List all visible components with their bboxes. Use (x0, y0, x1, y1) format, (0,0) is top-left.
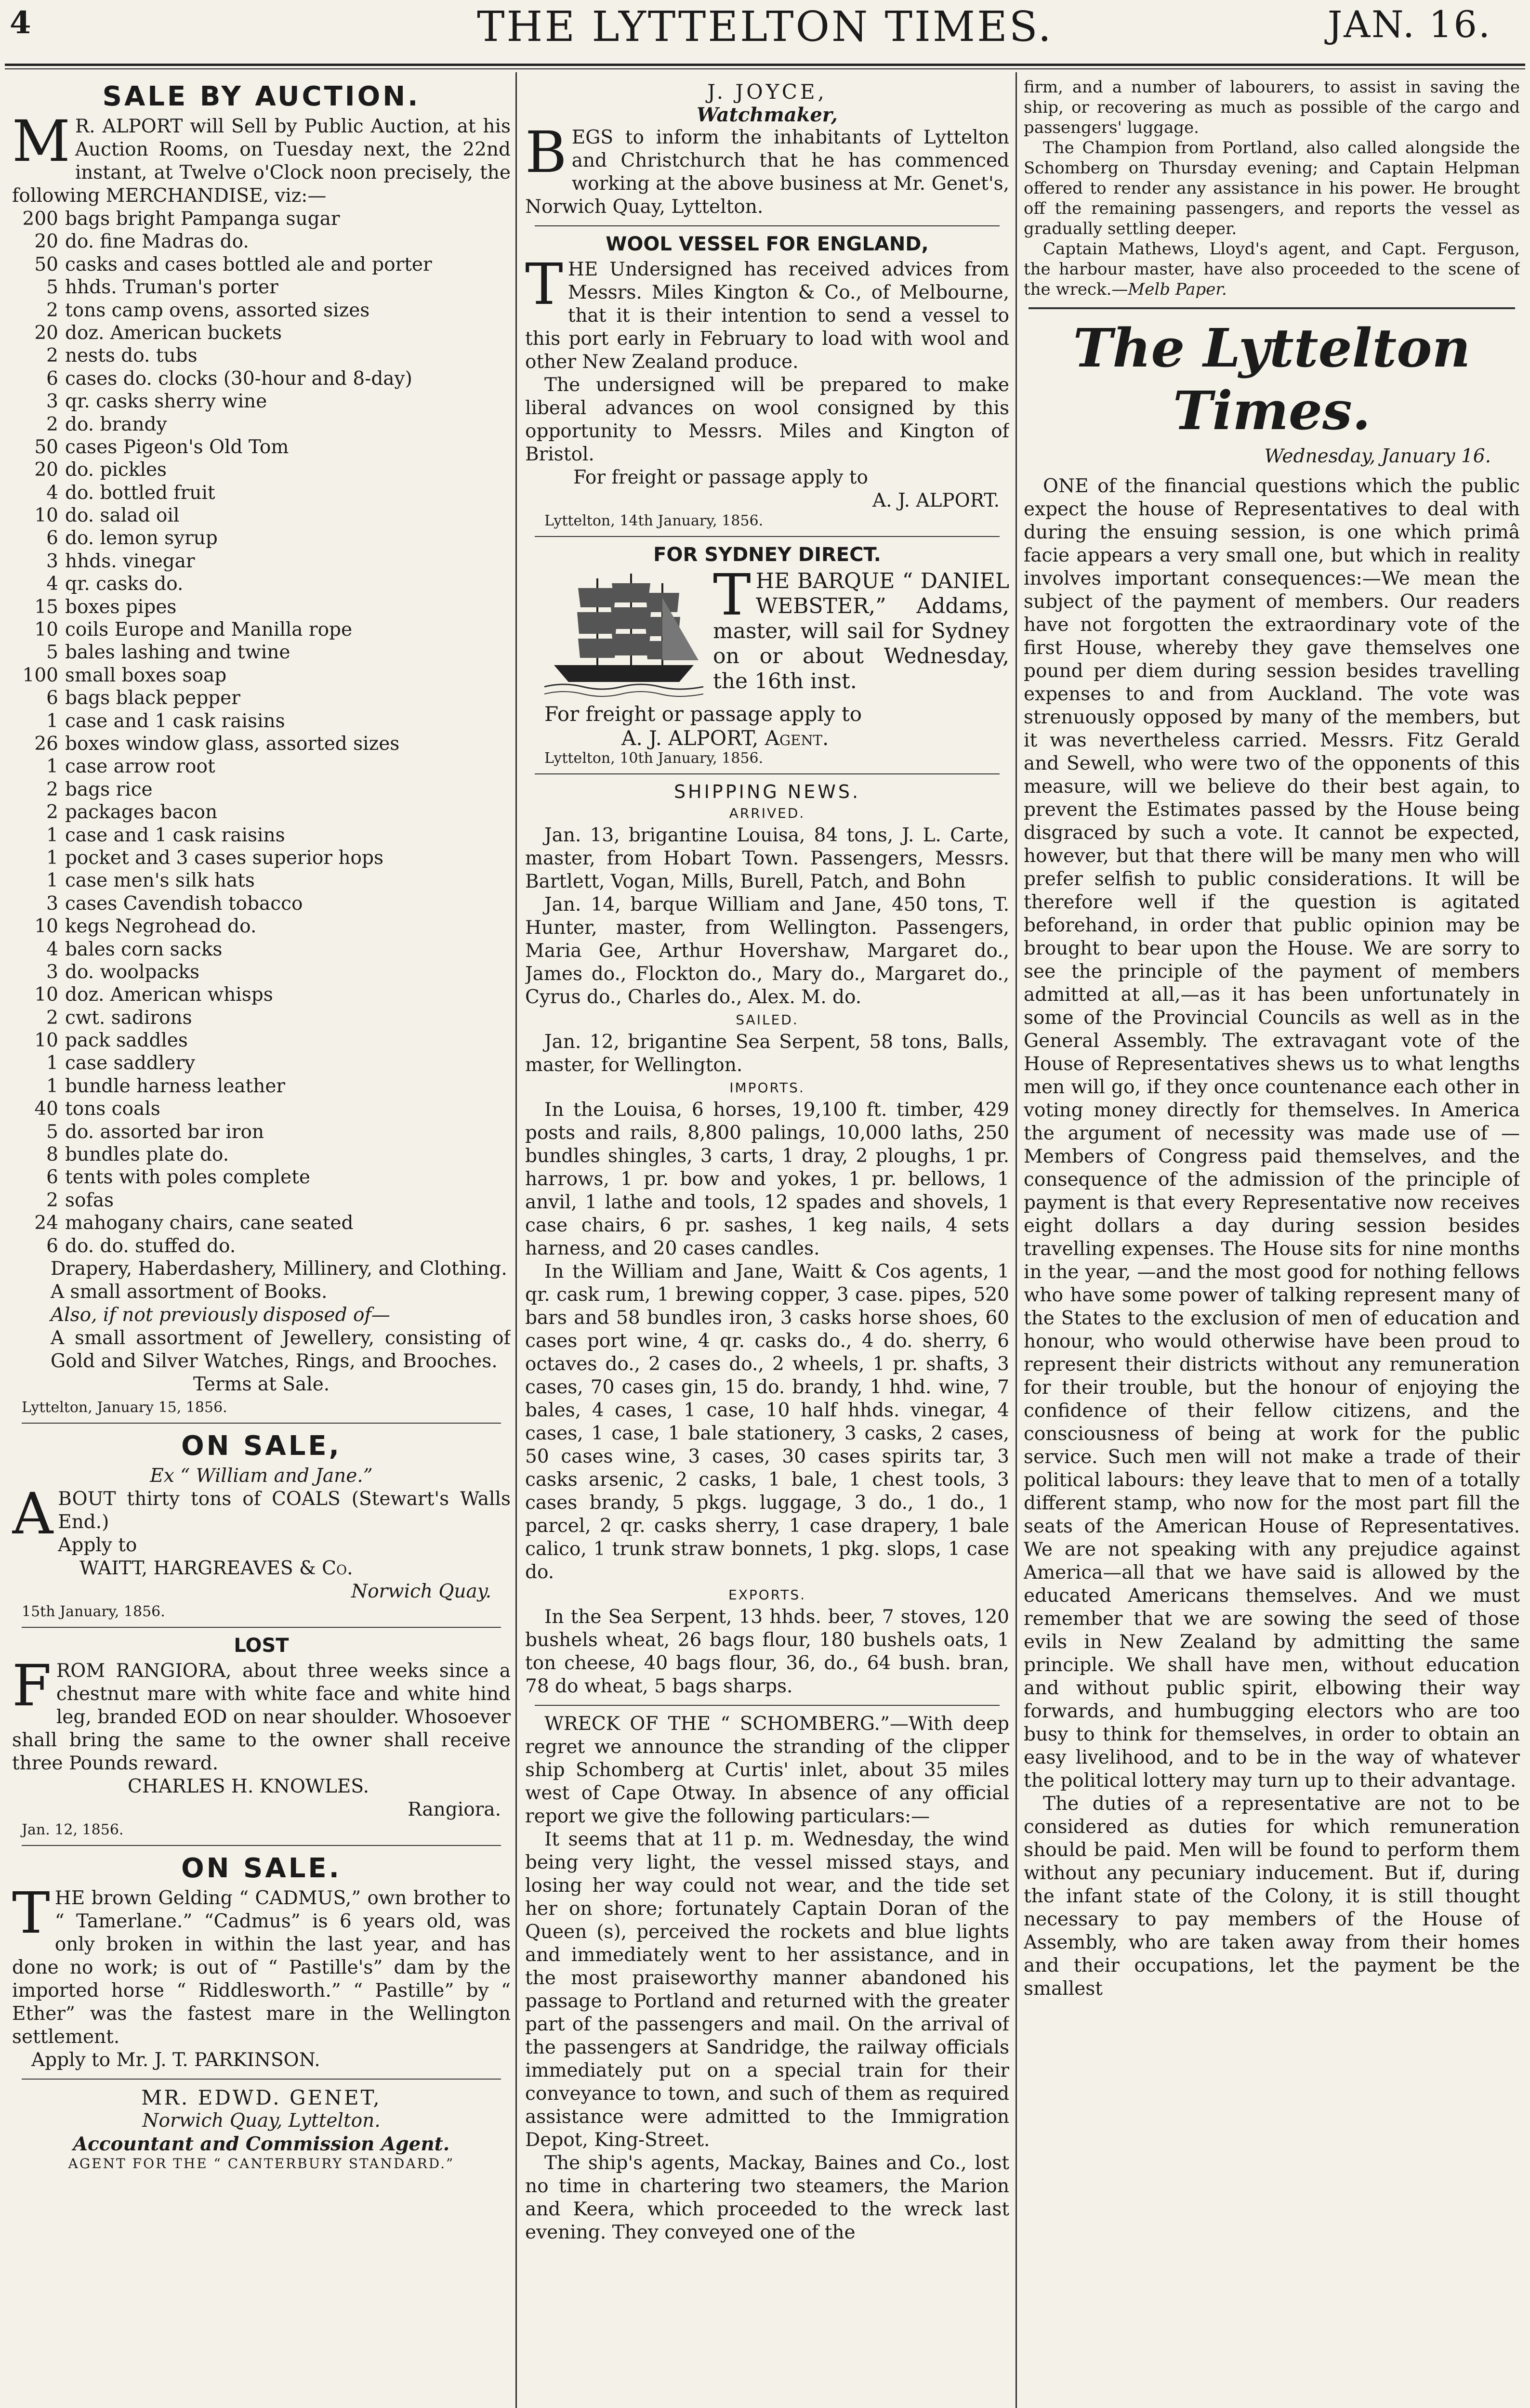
goods-qty: 40 (34, 1098, 58, 1120)
wool-advert (525, 233, 1009, 529)
goods-qty: 100 (22, 664, 58, 686)
sailed-entry: Jan. 12, brigantine Sea Serpent, 58 tons, Balls, master, for Wellington. (525, 1031, 1009, 1076)
auction-goods-list (12, 208, 511, 1257)
goods-item (12, 1007, 511, 1029)
goods-desc: case and 1 cask raisins (65, 710, 285, 732)
goods-desc: case men's silk hats (65, 870, 255, 892)
goods-qty: 1 (46, 870, 58, 892)
goods-desc: small boxes soap (65, 664, 227, 686)
goods-qty: 200 (22, 208, 58, 230)
goods-qty: 5 (46, 641, 58, 664)
goods-item (12, 367, 511, 390)
shipping-heading: SHIPPING NEWS. (673, 781, 861, 802)
goods-qty: 1 (46, 710, 58, 732)
sailed-subheading: SAILED. (736, 1012, 799, 1028)
goods-desc: do. lemon syrup (65, 527, 218, 550)
goods-item (12, 344, 511, 367)
coals-apply: Apply to (58, 1534, 137, 1556)
goods-item (12, 1029, 511, 1052)
goods-desc: do. brandy (65, 413, 167, 435)
divider (1029, 307, 1515, 309)
goods-qty: 20 (34, 322, 58, 344)
divider (22, 2079, 501, 2080)
goods-desc: bags black pepper (65, 687, 240, 709)
goods-qty: 3 (46, 550, 58, 572)
divider (22, 1845, 501, 1846)
genet-agent: AGENT FOR THE “ CANTERBURY STANDARD.” (68, 2155, 455, 2172)
joyce-trade: Watchmaker, (697, 104, 838, 126)
goods-qty: 10 (34, 1030, 58, 1052)
arrived-entry: Jan. 14, barque William and Jane, 450 tons, T. Hunter, master, from Wellington. Passengers, Maria Gee, Arthur Hovershaw, Margaret do., James do., Flockton do., Mary do., Margaret do., Cyrus do., Charles do., Alex. M. do. (525, 894, 1009, 1008)
goods-item (12, 778, 511, 801)
goods-item (12, 664, 511, 687)
goods-desc: do. woolpacks (65, 961, 200, 983)
goods-desc: hhds. Truman's porter (65, 276, 278, 299)
goods-item (12, 641, 511, 664)
auction-advert (12, 81, 511, 1416)
goods-qty: 8 (46, 1144, 58, 1166)
goods-qty: 1 (46, 847, 58, 869)
cadmus-advert (12, 1853, 511, 2072)
goods-desc: bundle harness leather (65, 1075, 286, 1097)
goods-item (12, 208, 511, 230)
goods-item (12, 253, 511, 276)
goods-item (12, 230, 511, 253)
exports-entry: In the Sea Serpent, 13 hhds. beer, 7 stoves, 120 bushels wheat, 26 bags flour, 180 bushels oats, 1 ton cheese, 40 bags flour, 36, do., 64 bush. bran, 78 do wheat, 5 bags sharps. (525, 1606, 1009, 1697)
goods-qty: 20 (34, 231, 58, 253)
cadmus-apply: Apply to Mr. J. T. PARKINSON. (31, 2049, 320, 2071)
goods-qty: 4 (46, 482, 58, 504)
goods-item (12, 322, 511, 344)
goods-qty: 26 (34, 733, 58, 755)
goods-qty: 15 (34, 596, 58, 618)
goods-desc: hhds. vinegar (65, 550, 195, 572)
newspaper-title: THE LYTTELTON TIMES. (477, 3, 1053, 51)
goods-desc: case and 1 cask raisins (65, 824, 285, 846)
goods-qty: 10 (34, 505, 58, 527)
masthead-rule-thin (5, 68, 1525, 69)
goods-qty: 6 (46, 367, 58, 390)
wreck-cont-paragraph: firm, and a number of labourers, to assist in saving the ship, or recovering as much as possible of the cargo and passengers' luggage. (1024, 78, 1520, 137)
goods-desc: qr. casks sherry wine (65, 391, 267, 413)
goods-qty: 6 (46, 1235, 58, 1257)
wreck-cont-paragraph: Captain Mathews, Lloyd's agent, and Capt. Ferguson, the harbour master, have also proceeded to the scene of the wreck.—Melb Paper. (1024, 239, 1520, 299)
goods-item (12, 1189, 511, 1212)
goods-desc: kegs Negrohead do. (65, 916, 257, 938)
goods-desc: cases Cavendish tobacco (65, 892, 303, 915)
coals-place: Norwich Quay. (351, 1580, 491, 1602)
goods-desc: pocket and 3 cases superior hops (65, 847, 384, 869)
column-1 (12, 77, 511, 2408)
auction-intro: M R. ALPORT will Sell by Public Auction, at his Auction Rooms, on Tuesday next, the 22nd instant, at Twelve o'Clock noon precisely, the following MERCHANDISE, viz:— (12, 108, 511, 207)
wool-signature: A. J. ALPORT. (872, 490, 1000, 511)
sydney-freight: For freight or passage apply to (544, 702, 862, 726)
goods-desc: do. fine Madras do. (65, 231, 249, 253)
goods-item (12, 983, 511, 1006)
goods-desc: bundles plate do. (65, 1144, 229, 1166)
imports-entry: In the William and Jane, Waitt & Cos agents, 1 qr. cask rum, 1 brewing copper, 3 case. pipes, 520 bars and 58 bundles iron, 3 casks horse shoes, 60 cases port wine, 4 qr. casks do., 4 do. sherry, 6 octaves do., 2 cases do., 2 wheels, 1 pr. shafts, 3 cases, 70 cases gin, 15 do. brandy, 1 hhd. wine, 7 bales, 4 cases, 1 case, 10 half hhds. vinegar, 4 cases, 1 case, 1 bale stationery, 3 casks, 2 cases, 50 cases wine, 3 cases, 30 cases spirits tar, 3 casks arsenic, 2 casks, 1 bale, 1 chest tools, 3 cases brandy, 5 pkgs. luggage, 3 do., 1 do., 1 parcel, 2 qr. casks sherry, 1 case drapery, 1 bale calico, 1 trunk straw bonnets, 1 pkg. slops, 1 case do. (525, 1261, 1009, 1583)
goods-item (12, 824, 511, 847)
goods-qty: 2 (46, 801, 58, 824)
auction-jewellery: A small assortment of Jewellery, consisting of Gold and Silver Watches, Rings, and Brooches. (51, 1327, 511, 1372)
sydney-signature: A. J. ALPORT, Agent. (621, 726, 829, 750)
goods-desc: boxes window glass, assorted sizes (65, 733, 400, 755)
goods-item (12, 573, 511, 595)
goods-desc: sofas (65, 1189, 114, 1211)
issue-date: JAN. 16. (1327, 3, 1491, 46)
goods-desc: tons camp ovens, assorted sizes (65, 299, 370, 321)
goods-item (12, 413, 511, 436)
goods-item (12, 618, 511, 641)
goods-item (12, 961, 511, 983)
arrived-subheading: ARRIVED. (729, 805, 805, 821)
joyce-name: J. JOYCE, (707, 80, 827, 104)
wreck-paragraph: The ship's agents, Mackay, Baines and Co., lost no time in chartering two steamers, the Marion and Keera, which proceeded to the wreck last evening. They conveyed one of the (525, 2152, 1009, 2243)
divider (535, 225, 1000, 226)
divider (22, 1627, 501, 1628)
joyce-advert (525, 80, 1009, 219)
editorial-date: Wednesday, January 16. (1264, 445, 1491, 467)
goods-item (12, 1075, 511, 1098)
goods-desc: do. salad oil (65, 505, 180, 527)
goods-qty: 10 (34, 984, 58, 1006)
goods-qty: 10 (34, 619, 58, 641)
editorial-paragraph: The duties of a representative are not to be considered as duties for which remuneration should be paid. Men will be found to perform them without any pecuniary inducement. But if, during the infant state of the Colony, it is still thought necessary to pay members of the House of Assembly, who are taken away from their homes and their occupations, let the payment be the smallest (1024, 1793, 1520, 2000)
goods-item (12, 527, 511, 550)
editorial (1024, 317, 1520, 2001)
lost-body: FROM RANGIORA, about three weeks since a chestnut mare with white face and white hind leg, branded EOD on near shoulder. Whosoever shall bring the same to the owner shall receive three Pounds reward. (12, 1652, 511, 1774)
divider (22, 1423, 501, 1424)
wool-heading: WOOL VESSEL FOR ENGLAND, (606, 233, 929, 255)
coals-agent: WAITT, HARGREAVES & Co. (79, 1557, 353, 1579)
goods-qty: 5 (46, 276, 58, 299)
goods-item (12, 458, 511, 481)
goods-desc: do. bottled fruit (65, 482, 215, 504)
genet-address: Norwich Quay, Lyttelton. (142, 2109, 381, 2132)
goods-item (12, 1143, 511, 1166)
exports-subheading: EXPORTS. (728, 1587, 806, 1603)
goods-item (12, 504, 511, 527)
editorial-paragraph: ONE of the financial questions which the public expect the house of Representatives to deal with during the ensuing session, is one which primâ facie appears a very small one, but which in reality involves important consequences:—We mean the subject of the payment of members. Our readers have not forgotten the extraordinary vote of the first House, whereby they gave themselves one pound per diem during session besides travelling expenses to and from Auckland. The vote was strenuously opposed by many of the members, but it was nevertheless carried. Messrs. Fitz Gerald and Sewell, who were two of the opponents of this measure, will we believe do their best again, to prevent the Estimates passed by the House being disgraced by such a vote. It cannot be expected, however, but that there will be many men who will prefer selfish to public considerations. It will be therefore well if the question is agitated beforehand, in order that public opinion may be brought to bear upon the House. We are sorry to see the principle of the payment of members admitted at all,—as it has been unfortunately in some of the Provincial Councils as well as in the General Assembly. The extravagant vote of the House of Representatives shews us to what lengths men will go, if they once countenance each other in voting money directly for themselves. In America the argument of necessity was made use of —Members of Congress paid themselves, and the consequence of the admission of the principle of payment is that every Representative now receives eight dollars a day during session besides travelling expenses. The House sits for nine months in the year, —and the most good for nothing fellows who have some power of talking represent many of the States to the exclusion of men of education and honour, who would otherwise have been proud to represent their districts without any remuneration for their trouble, but the honour of enjoying the confidence of their fellow citizens, and the consciousness of being at work for the public service. Such men will not make a trade of their political labours: they leave that to men of a totally different stamp, who now for the most part fill the seats of the American House of Representatives. We are not speaking with any prejudice against America—all that we have said is allowed by the educated Americans themselves. And we must remember that we are sowing the seed of those evils in New Zealand by admitting the same principle. We shall have men, without education and without public spirit, elbowing their way forwards, and humbugging electors who are too busy to think for themselves, in order to obtain an easy livelihood, and to be in the way of whatever the political lottery may turn up to their advantage. (1024, 475, 1520, 1792)
genet-role: Accountant and Commission Agent. (73, 2133, 450, 2155)
coals-dateline: 15th January, 1856. (22, 1603, 165, 1620)
wool-body-2: The undersigned will be prepared to make liberal advances on wool consigned by this opportunity to Messrs. Miles and Kington of Bristol. (525, 374, 1009, 465)
goods-desc: qr. casks do. (65, 573, 184, 595)
goods-qty: 6 (46, 1166, 58, 1189)
goods-desc: cwt. sadirons (65, 1007, 192, 1029)
goods-item (12, 892, 511, 915)
goods-desc: tons coals (65, 1098, 160, 1120)
goods-qty: 6 (46, 687, 58, 709)
goods-item (12, 550, 511, 573)
goods-qty: 2 (46, 345, 58, 367)
sydney-body: THE BARQUE “ DANIEL WEBSTER,” Addams, master, will sail for Sydney on or about Wednesday, the 16th inst. (713, 562, 1009, 694)
goods-item (12, 1212, 511, 1234)
goods-item (12, 1235, 511, 1257)
goods-item (12, 801, 511, 824)
ship-icon (544, 569, 703, 699)
goods-qty: 20 (34, 459, 58, 481)
goods-desc: mahogany chairs, cane seated (65, 1212, 354, 1234)
auction-heading: SALE BY AUCTION. (102, 81, 421, 112)
goods-qty: 3 (46, 391, 58, 413)
goods-qty: 24 (34, 1212, 58, 1234)
goods-desc: case saddlery (65, 1052, 196, 1074)
arrived-entry: Jan. 13, brigantine Louisa, 84 tons, J. L. Carte, master, from Hobart Town. Passengers, Messrs. Bartlett, Vogan, Mills, Burell, Patch, and Bohn (525, 824, 1009, 892)
imports-entry: In the Louisa, 6 horses, 19,100 ft. timber, 429 posts and rails, 8,800 palings, 10,000 laths, 250 bundles shingles, 3 carts, 1 dray, 2 ploughs, 1 pr. harrows, 1 pr. bow and yokes, 1 pr. bellows, 1 anvil, 1 lathe and tools, 12 spades and shovels, 1 case chairs, 6 pr. sashes, 1 keg nails, 4 sets harness, and 20 cases candles. (525, 1099, 1009, 1259)
goods-desc: doz. American buckets (65, 322, 282, 344)
goods-qty: 2 (46, 1189, 58, 1211)
goods-item (12, 436, 511, 458)
wreck-continuation (1024, 77, 1520, 300)
goods-desc: do. pickles (65, 459, 167, 481)
goods-desc: coils Europe and Manilla rope (65, 619, 353, 641)
divider (535, 1705, 1000, 1706)
page-number: 4 (10, 5, 31, 41)
column-3 (1024, 77, 1520, 2408)
goods-item (12, 299, 511, 322)
sydney-heading: FOR SYDNEY DIRECT. (653, 544, 881, 566)
auction-also: Also, if not previously disposed of— (51, 1304, 390, 1326)
coals-heading: ON SALE, (181, 1430, 342, 1462)
column-divider-2 (1016, 72, 1017, 2408)
goods-item (12, 596, 511, 618)
goods-item (12, 915, 511, 938)
shipping-news (525, 781, 1009, 1698)
goods-desc: bales lashing and twine (65, 641, 290, 664)
masthead (0, 0, 1530, 67)
genet-advert (12, 2086, 511, 2172)
goods-qty: 1 (46, 1052, 58, 1074)
goods-desc: doz. American whisps (65, 984, 273, 1006)
goods-item (12, 1098, 511, 1120)
goods-qty: 50 (34, 436, 58, 458)
goods-qty: 50 (34, 253, 58, 275)
lost-advert (12, 1635, 511, 1838)
imports-subheading: IMPORTS. (729, 1080, 805, 1096)
column-2 (525, 77, 1009, 2408)
lost-place: Rangiora. (408, 1798, 501, 1820)
wreck-paragraph: It seems that at 11 p. m. Wednesday, the wind being very light, the vessel missed stays, and losing her way could not wear, and the tide set her on shore; fortunately Captain Doran of the Queen (s), perceived the rockets and blue lights and immediately went to her assistance, and in the most praiseworthy manner abandoned his passage to Portland and returned with the greater part of the passengers and mail. On the arrival of the passengers at Sandridge, the railway officials immediately put on a special train for their conveyance to town, and such of them as required assistance were admitted to the Immigration Depot, King-Street. (525, 1829, 1009, 2151)
editorial-masthead: The Lyttelton Times. (1073, 317, 1471, 442)
coals-advert (12, 1430, 511, 1620)
goods-desc: pack saddles (65, 1030, 188, 1052)
lost-dateline: Jan. 12, 1856. (22, 1821, 124, 1838)
wreck-article (525, 1713, 1009, 2244)
goods-desc: cases do. clocks (30-hour and 8-day) (65, 367, 412, 390)
wool-dateline: Lyttelton, 14th January, 1856. (544, 512, 764, 529)
column-divider-1 (515, 72, 517, 2408)
goods-desc: tents with poles complete (65, 1166, 310, 1189)
lost-heading: LOST (234, 1634, 289, 1657)
goods-desc: nests do. tubs (65, 345, 198, 367)
goods-qty: 5 (46, 1121, 58, 1143)
auction-drapery: Drapery, Haberdashery, Millinery, and Clothing. (51, 1257, 507, 1280)
goods-item (12, 276, 511, 299)
goods-qty: 1 (46, 1075, 58, 1097)
goods-qty: 3 (46, 961, 58, 983)
goods-item (12, 938, 511, 961)
joyce-body: BEGS to inform the inhabitants of Lyttelton and Christchurch that he has commenced working at the above business at Mr. Genet's, Norwich Quay, Lyttelton. (525, 119, 1009, 218)
goods-item (12, 869, 511, 892)
goods-item (12, 1166, 511, 1189)
goods-item (12, 482, 511, 504)
lost-signature: CHARLES H. KNOWLES. (128, 1775, 369, 1797)
goods-desc: do. assorted bar iron (65, 1121, 264, 1143)
goods-desc: case arrow root (65, 756, 215, 778)
cadmus-heading: ON SALE. (181, 1852, 342, 1884)
goods-qty: 1 (46, 824, 58, 846)
goods-item (12, 755, 511, 778)
goods-qty: 2 (46, 1007, 58, 1029)
goods-qty: 4 (46, 938, 58, 960)
cadmus-body: THE brown Gelding “ CADMUS,” own brother to “ Tamerlane.” “Cadmus” is 6 years old, was only broken in within the last year, and has done no work; is out of “ Pastille's” dam by the imported horse “ Riddlesworth.” “ Pastille” by “ Ether” was the fastest mare in the Wellington settlement. (12, 1879, 511, 2048)
goods-qty: 1 (46, 756, 58, 778)
goods-item (12, 733, 511, 755)
goods-item (12, 390, 511, 413)
auction-dateline: Lyttelton, January 15, 1856. (22, 1399, 227, 1416)
wreck-paragraph: WRECK OF THE “ SCHOMBERG.”—With deep regret we announce the stranding of the clipper ship Schomberg at Curtis' inlet, about 35 miles west of Cape Otway. In absence of any official report we give the following particulars:— (525, 1713, 1009, 1827)
genet-name: MR. EDWD. GENET, (141, 2085, 382, 2109)
goods-qty: 6 (46, 527, 58, 550)
goods-qty: 3 (46, 892, 58, 915)
masthead-rule (5, 64, 1525, 66)
coals-body: ABOUT thirty tons of COALS (Stewart's Walls End.) (12, 1480, 511, 1547)
goods-qty: 4 (46, 573, 58, 595)
divider (535, 773, 1000, 774)
goods-desc: boxes pipes (65, 596, 177, 618)
coals-ex: Ex “ William and Jane.” (150, 1465, 373, 1487)
sydney-dateline: Lyttelton, 10th January, 1856. (544, 750, 764, 767)
goods-qty: 10 (34, 916, 58, 938)
goods-item (12, 1052, 511, 1074)
goods-qty: 2 (46, 299, 58, 321)
sydney-advert (525, 544, 1009, 767)
goods-qty: 2 (46, 413, 58, 435)
auction-books: A small assortment of Books. (51, 1281, 328, 1303)
goods-desc: bags bright Pampanga sugar (65, 208, 340, 230)
wool-freight: For freight or passage apply to (573, 467, 868, 488)
wool-body-1: THE Undersigned has received advices from Messrs. Miles Kington & Co., of Melbourne, that it is their intention to send a vessel to this port early in February to load with wool and other New Zealand produce. (525, 251, 1009, 373)
goods-desc: casks and cases bottled ale and porter (65, 253, 432, 275)
goods-desc: do. do. stuffed do. (65, 1235, 236, 1257)
goods-item (12, 847, 511, 869)
goods-desc: cases Pigeon's Old Tom (65, 436, 289, 458)
goods-desc: bales corn sacks (65, 938, 223, 960)
goods-desc: packages bacon (65, 801, 218, 824)
goods-qty: 2 (46, 778, 58, 800)
wreck-cont-paragraph: The Champion from Portland, also called alongside the Schomberg on Thursday evening; and Captain Helpman offered to render any assistance in his power. He brought off the remaining passengers, and reports the vessel as gradually settling deeper. (1024, 138, 1520, 238)
divider (535, 536, 1000, 537)
goods-item (12, 687, 511, 709)
auction-terms: Terms at Sale. (193, 1373, 330, 1395)
goods-item (12, 1121, 511, 1143)
goods-item (12, 710, 511, 733)
goods-desc: bags rice (65, 778, 153, 800)
